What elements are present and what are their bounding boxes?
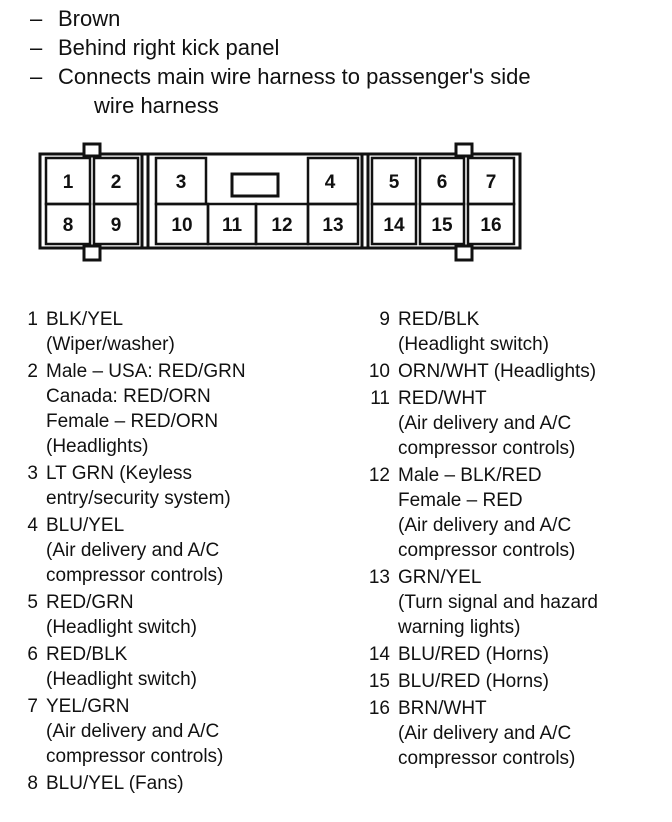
- pin-description-line: Canada: RED/ORN: [46, 386, 211, 407]
- pin-entry-2: [16, 359, 346, 459]
- pin-number: 2: [27, 361, 38, 382]
- pin-label-15: 15: [431, 215, 453, 236]
- pin-number: 11: [370, 388, 390, 409]
- pin-entry-5: [16, 590, 346, 640]
- pin-description-line: compressor controls): [398, 748, 576, 769]
- pin-description-line: ORN/WHT (Headlights): [398, 361, 597, 382]
- pin-description-line: entry/security system): [46, 488, 231, 509]
- pin-label-3: 3: [175, 172, 187, 193]
- pin-description: [46, 461, 231, 511]
- pin-description-line: BRN/WHT: [398, 698, 487, 719]
- pin-description-line: Female – RED/ORN: [46, 411, 219, 432]
- pin-number: 1: [27, 309, 38, 330]
- pin-list-left: [16, 307, 346, 798]
- dash: –: [30, 64, 43, 89]
- pin-description-line: RED/BLK: [398, 309, 480, 330]
- lock-tab-top-left: [84, 144, 100, 156]
- pin-description: [398, 669, 549, 694]
- pin-number: 7: [27, 696, 38, 717]
- pin-description-line: BLU/RED (Horns): [398, 644, 549, 665]
- pin-description-line: (Air delivery and A/C: [398, 515, 572, 536]
- pin-description: [46, 694, 223, 769]
- description-line-purpose-cont: wire harness: [94, 93, 219, 118]
- pin-description-line: (Headlight switch): [398, 334, 549, 355]
- pin-label-8: 8: [62, 215, 74, 236]
- pin-description-line: YEL/GRN: [46, 696, 130, 717]
- pin-description-line: Female – RED: [398, 490, 523, 511]
- pin-description: [398, 386, 575, 461]
- description-line-purpose: – Connects main wire harness to passenger's side: [30, 64, 531, 89]
- pin-label-14: 14: [383, 215, 405, 236]
- pin-description-line: GRN/YEL: [398, 567, 482, 588]
- pin-entry-16: [366, 696, 666, 771]
- pin-label-6: 6: [436, 172, 448, 193]
- pin-label-9: 9: [110, 215, 122, 236]
- pin-number: 9: [379, 309, 390, 330]
- pin-description-line: (Air delivery and A/C: [46, 540, 220, 561]
- pin-description-line: compressor controls): [46, 746, 224, 767]
- pin-description: [46, 642, 197, 692]
- pin-entry-9: [366, 307, 666, 357]
- pin-number: 14: [368, 644, 390, 665]
- pin-label-2: 2: [110, 172, 122, 193]
- pin-description-line: BLK/YEL: [46, 309, 124, 330]
- pin-entry-15: [366, 669, 666, 694]
- pin-description: [398, 642, 549, 667]
- pin-label-11: 11: [221, 215, 243, 236]
- pin-description-line: (Headlight switch): [46, 617, 197, 638]
- pin-description-line: BLU/YEL (Fans): [46, 773, 184, 794]
- pin-description: [46, 513, 223, 588]
- pin-number: 15: [368, 671, 390, 692]
- pin-label-12: 12: [271, 215, 293, 236]
- lock-tab-bottom-right: [456, 246, 472, 260]
- pin-entry-4: [16, 513, 346, 588]
- key-slot: [232, 174, 278, 196]
- pin-entry-8: [16, 771, 346, 796]
- pin-number: 4: [27, 515, 38, 536]
- pin-description-line: RED/WHT: [398, 388, 487, 409]
- pin-description-line: (Turn signal and hazard: [398, 592, 598, 613]
- pin-description: [398, 359, 596, 384]
- pin-number: 3: [27, 463, 38, 484]
- pin-entry-12: [366, 463, 666, 563]
- description-line-color: – Brown: [30, 6, 121, 31]
- pin-number: 8: [27, 773, 38, 794]
- pin-number: 5: [27, 592, 38, 613]
- description-line-location: – Behind right kick panel: [30, 35, 280, 60]
- pin-number: 13: [368, 567, 390, 588]
- pin-entry-6: [16, 642, 346, 692]
- lock-tab-top-right: [456, 144, 472, 156]
- pin-description-line: (Air delivery and A/C: [398, 723, 572, 744]
- pin-description-line: (Air delivery and A/C: [398, 413, 572, 434]
- pin-description-line: Male – USA: RED/GRN: [46, 361, 246, 382]
- pin-description-line: Male – BLK/RED: [398, 465, 542, 486]
- pin-number: 12: [368, 465, 390, 486]
- pin-entry-1: [16, 307, 346, 357]
- dash: –: [30, 6, 43, 31]
- pin-entry-11: [366, 386, 666, 461]
- pin-description-line: LT GRN (Keyless: [46, 463, 193, 484]
- pin-label-16: 16: [480, 215, 502, 236]
- pin-entry-10: [366, 359, 666, 384]
- pin-entry-3: [16, 461, 346, 511]
- pin-label-7: 7: [485, 172, 497, 193]
- pin-entry-14: [366, 642, 666, 667]
- pin-description-line: compressor controls): [398, 438, 576, 459]
- pin-description-line: (Headlight switch): [46, 669, 197, 690]
- dash: –: [30, 35, 43, 60]
- pin-label-10: 10: [171, 215, 193, 236]
- pin-entry-7: [16, 694, 346, 769]
- pin-entry-13: [366, 565, 666, 640]
- connector-face-diagram: [0, 0, 672, 300]
- pin-description-line: (Air delivery and A/C: [46, 721, 220, 742]
- pin-label-4: 4: [324, 172, 336, 193]
- pin-description: [398, 696, 575, 771]
- pin-description: [46, 590, 197, 640]
- pin-description: [46, 359, 246, 459]
- pin-description-line: compressor controls): [46, 565, 224, 586]
- pin-description-line: RED/BLK: [46, 644, 128, 665]
- pin-description: [46, 307, 175, 357]
- pin-description-line: warning lights): [398, 617, 521, 638]
- pin-description: [46, 771, 184, 796]
- pin-description-line: (Wiper/washer): [46, 334, 175, 355]
- pin-number: 16: [368, 698, 390, 719]
- pin-description-line: BLU/YEL: [46, 515, 125, 536]
- pin-description: [398, 565, 598, 640]
- pin-description: [398, 307, 549, 357]
- pin-description: [398, 463, 575, 563]
- pin-label-5: 5: [388, 172, 400, 193]
- pin-number: 10: [368, 361, 390, 382]
- pin-label-1: 1: [62, 172, 74, 193]
- pin-list-right: [366, 307, 666, 773]
- pin-number: 6: [27, 644, 38, 665]
- pin-description-line: RED/GRN: [46, 592, 134, 613]
- pin-description-line: compressor controls): [398, 540, 576, 561]
- pin-description-line: (Headlights): [46, 436, 149, 457]
- lock-tab-bottom-left: [84, 246, 100, 260]
- pin-label-13: 13: [322, 215, 344, 236]
- pin-description-line: BLU/RED (Horns): [398, 671, 549, 692]
